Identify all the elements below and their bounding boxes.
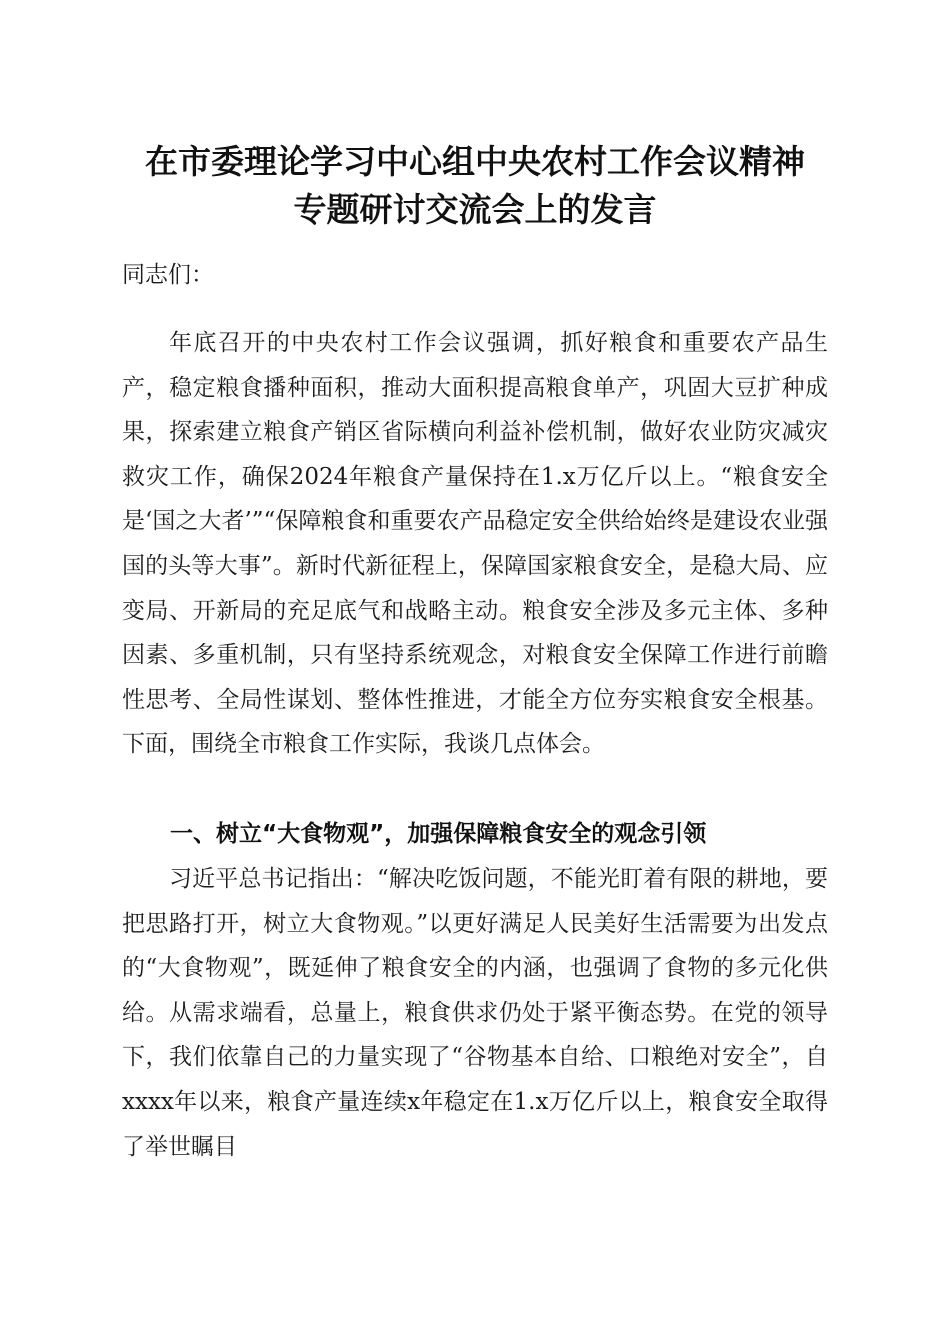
greeting: 同志们： [122,262,214,288]
section-heading-1: 一、树立“大食物观”，加强保障粮食安全的观念引领 [170,821,707,847]
paragraph-intro: 年底召开的中央农村工作会议强调，抓好粮食和重要农产品生产，稳定粮食播种面积，推动大面积提高粮食单产，巩固大豆扩种成果，探索建立粮食产销区省际横向利益补偿机制，做好农业防灾减灾救灾工作，确保2024年粮食产量保持在1.x万亿斤以上。“粮食安全是‘国之大者’”“保障粮食和重要农产品稳定安全供给始终是建设农业强国的头等大事”。新时代新征程上，保障国家粮食安全，是稳大局、应变局、开新局的充足底气和战略主动。粮食安全涉及多元主体、多种因素、多重机制，只有坚持系统观念，对粮食安全保障工作进行前瞻性思考、全局性谋划、整体性推进，才能全方位夯实粮食安全根基。下面，围绕全市粮食工作实际，我谈几点体会。 [122,330,828,758]
document-title-line-2: 专题研讨交流会上的发言 [293,190,657,229]
paragraph-section-1: 习近平总书记指出：“解决吃饭问题，不能光盯着有限的耕地，要把思路打开，树立大食物观。”以更好满足人民美好生活需要为出发点的“大食物观”，既延伸了粮食安全的内涵，也强调了食物的多元化供给。从需求端看，总量上，粮食供求仍处于紧平衡态势。在党的领导下，我们依靠自己的力量实现了“谷物基本自给、口粮绝对安全”，自xxxx年以来，粮食产量连续x年稳定在1.x万亿斤以上，粮食安全取得了举世瞩目 [122,866,828,1160]
document-title-line-1: 在市委理论学习中心组中央农村工作会议精神 [145,142,805,181]
